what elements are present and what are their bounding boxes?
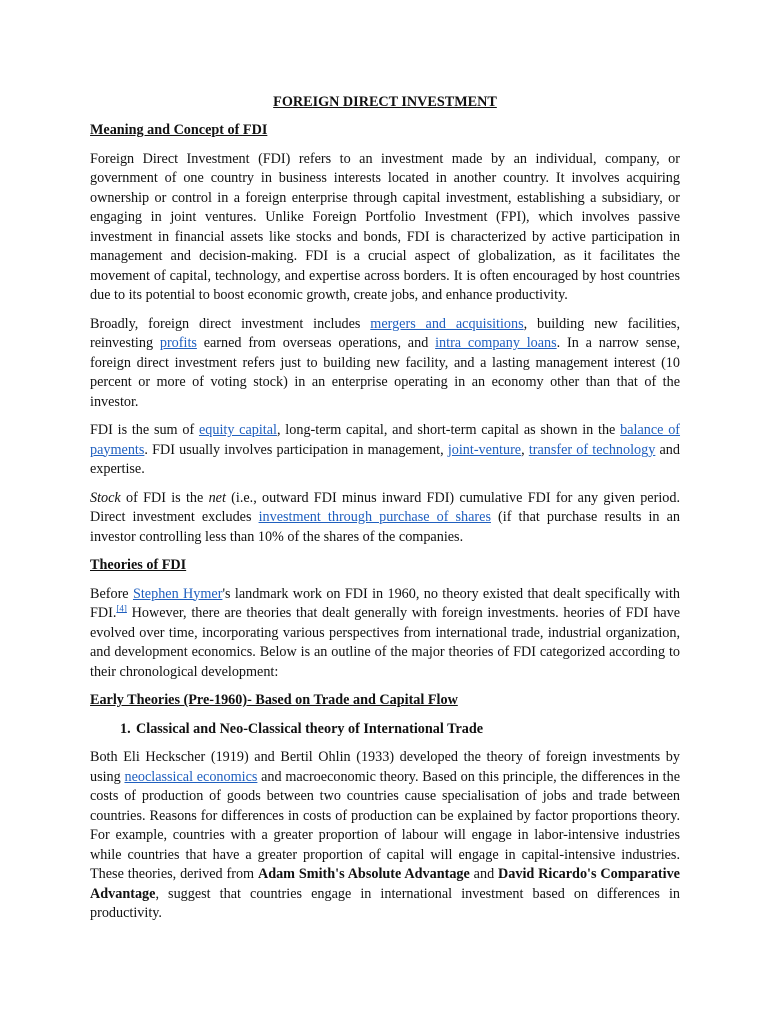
text-run: , suggest that countries engage in international investment based on differences in productivity. bbox=[90, 885, 680, 921]
text-run: and expertise. bbox=[90, 441, 680, 477]
link-balance-of-payments[interactable]: balance of payments bbox=[90, 422, 681, 458]
link-joint-venture[interactable]: joint-venture bbox=[447, 441, 522, 458]
text-run: Broadly, foreign direct investment includes bbox=[90, 315, 371, 332]
paragraph-fdi-definition: Foreign Direct Investment (FDI) refers to an investment made by an individual, company, or government of one country in business interests located in another country. It involves acquiring ownership or control in a foreign enterprise through capital investment, establishing a subsidiary, or engaging in joint ventures. Unlike Foreign Portfolio Investment (FPI), which involves passive investment in financial assets like stocks and bonds, FDI is characterized by active participation in management and decision-making. FDI is a crucial aspect of globalization, as it facilitates the movement of capital, technology, and expertise across borders. It is often encouraged by host countries due to its potential to boost economic growth, create jobs, and enhance productivity. bbox=[90, 150, 680, 303]
paragraph-fdi-stock bbox=[90, 489, 680, 548]
italic-net: net bbox=[208, 489, 226, 506]
list-number: 1. bbox=[120, 720, 131, 737]
text-run: Before bbox=[90, 585, 133, 602]
text-run: , long-term capital, and short-term capital as shown in the bbox=[277, 422, 621, 438]
text-run: , building new facilities, reinvesting bbox=[90, 315, 680, 351]
link-reference-4[interactable]: [4] bbox=[116, 603, 127, 614]
italic-stock: Stock bbox=[90, 489, 121, 506]
heading-theories-of-fdi: Theories of FDI bbox=[90, 557, 187, 573]
text-run: . FDI usually involves participation in management, bbox=[144, 441, 448, 458]
link-equity-capital[interactable]: equity capital bbox=[198, 422, 277, 438]
list-item-label: Classical and Neo-Classical theory of International Trade bbox=[136, 720, 484, 737]
numbered-item-classical-theory bbox=[90, 720, 680, 740]
heading-meaning-concept: Meaning and Concept of FDI bbox=[90, 122, 268, 138]
text-run: and macroeconomic theory. Based on this principle, the differences in the costs of production of goods between two countries cause specialisation of jobs and trade between countries. Reasons for differences in costs of production can be explained by factor proportions theory. For example, countries with a greater proportion of labour will engage in labor-intensive industries while countries that have a greater proportion of capital will engage in capital-intensive industries. These theories, derived from bbox=[90, 768, 680, 882]
paragraph-theories-intro bbox=[90, 585, 680, 683]
text-run: and bbox=[469, 866, 499, 882]
link-stephen-hymer[interactable]: Stephen Hymer bbox=[132, 585, 223, 602]
paragraph-heckscher-ohlin bbox=[90, 748, 680, 924]
paragraph-fdi-broadly bbox=[90, 315, 680, 413]
text-run: . In a narrow sense, foreign direct investment refers just to building new facility, and a lasting management interest (10 percent or more of voting stock) in an enterprise operating in an economy other than that of the investor. bbox=[90, 335, 681, 410]
text-run: , bbox=[521, 441, 529, 458]
link-intra-company-loans[interactable]: intra company loans bbox=[435, 335, 557, 351]
document-title: FOREIGN DIRECT INVESTMENT bbox=[273, 94, 497, 110]
link-investment-purchase-shares[interactable]: investment through purchase of shares bbox=[258, 509, 491, 525]
text-run: Both Eli Heckscher (1919) and Bertil Ohlin (1933) developed the theory of foreign investments by using bbox=[90, 749, 680, 785]
paragraph-fdi-sum bbox=[90, 421, 680, 480]
text-run: (i.e., outward FDI minus inward FDI) cumulative FDI for any given period. Direct investment excludes bbox=[90, 489, 680, 525]
text-run: FDI is the sum of bbox=[90, 422, 199, 438]
link-profits[interactable]: profits bbox=[159, 335, 197, 351]
text-run: earned from overseas operations, and bbox=[196, 335, 436, 351]
link-mergers-acquisitions[interactable]: mergers and acquisitions bbox=[370, 315, 524, 332]
heading-early-theories: Early Theories (Pre-1960)- Based on Trade and Capital Flow bbox=[90, 692, 458, 708]
text-run: of FDI is the bbox=[120, 489, 209, 506]
text-run: However, there are theories that dealt generally with foreign investments. heories of FDI have evolved over time, incorporating various perspectives from international trade, industrial organization, and development economics. Below is an outline of the major theories of FDI categorized according to their chronological development: bbox=[90, 605, 680, 680]
bold-adam-smith: Adam Smith's Absolute Advantage bbox=[257, 866, 470, 882]
link-neoclassical-economics[interactable]: neoclassical economics bbox=[124, 768, 258, 785]
text-run: 's landmark work on FDI in 1960, no theory existed that dealt specifically with FDI. bbox=[90, 585, 680, 621]
bold-david-ricardo: David Ricardo's Comparative Advantage bbox=[90, 866, 680, 902]
link-transfer-of-technology[interactable]: transfer of technology bbox=[528, 441, 656, 458]
text-run: (if that purchase results in an investor controlling less than 10% of the shares of the companies. bbox=[90, 509, 680, 545]
